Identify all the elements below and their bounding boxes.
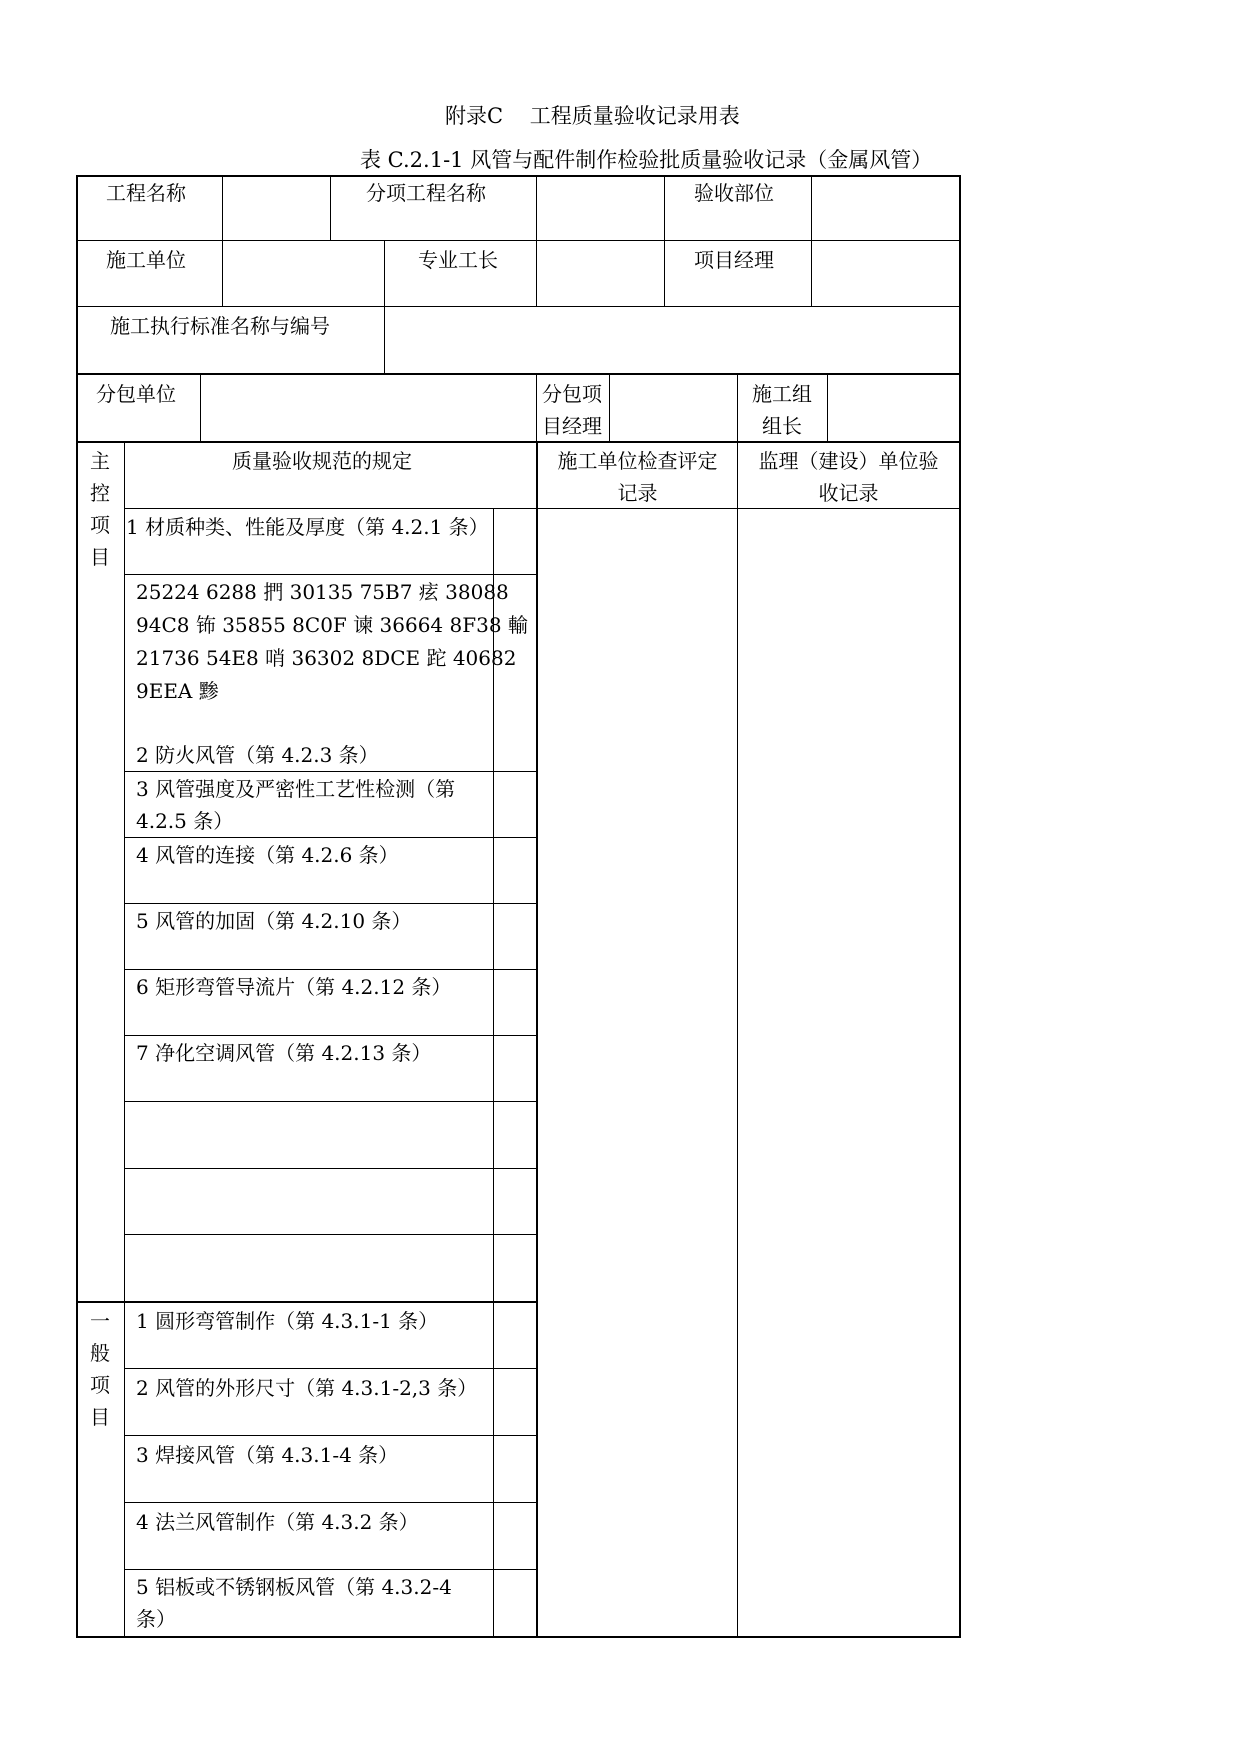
standard-name-no-field[interactable] (386, 308, 958, 372)
garbled-line-1: 25224 6288 捫 30135 75B7 痃 38088 (136, 580, 509, 604)
column-spec-header: 质量验收规范的规定 (232, 449, 412, 473)
main-item-2: 2 防火风管（第 4.2.3 条） (136, 743, 379, 767)
general-item-5-line2: 条） (136, 1607, 176, 1631)
acceptance-part-field[interactable] (813, 177, 958, 239)
garbled-line-4: 9EEA 黪 (136, 679, 219, 703)
main-item-4: 4 风管的连接（第 4.2.6 条） (136, 843, 399, 867)
label-subcontract-unit: 分包单位 (96, 382, 176, 406)
label-specialty-foreman: 专业工长 (418, 248, 498, 272)
main-item-7: 7 净化空调风管（第 4.2.13 条） (136, 1041, 432, 1065)
label-construction-unit: 施工单位 (106, 248, 186, 272)
general-label-char-1: 一 (90, 1309, 110, 1333)
general-item-3: 3 焊接风管（第 4.3.1-4 条） (136, 1443, 399, 1467)
label-team-leader-line1: 施工组 (752, 382, 812, 406)
general-label-char-3: 项 (90, 1373, 110, 1397)
specialty-foreman-field[interactable] (538, 242, 663, 305)
main-item-3-line1: 3 风管强度及严密性工艺性检测（第 (136, 777, 456, 801)
main-item-1: 1 材质种类、性能及厚度（第 4.2.1 条） (126, 515, 489, 539)
garbled-line-3: 21736 54E8 哨 36302 8DCE 跎 40682 (136, 646, 517, 670)
main-item-3-line2: 4.2.5 条） (136, 809, 234, 833)
label-project-manager: 项目经理 (694, 248, 774, 272)
column-supervise-header-line2: 收记录 (818, 481, 879, 505)
general-label-char-4: 目 (90, 1405, 110, 1429)
project-manager-field[interactable] (813, 242, 958, 305)
label-team-leader-line2: 组长 (762, 414, 802, 438)
team-leader-field[interactable] (829, 376, 958, 440)
label-sub-project-name: 分项工程名称 (366, 181, 486, 205)
column-check-header-line2: 记录 (617, 481, 658, 505)
label-standard-name-no: 施工执行标准名称与编号 (110, 314, 330, 338)
column-supervise-header-line1: 监理（建设）单位验 (758, 449, 939, 473)
general-item-5-line1: 5 铝板或不锈钢板风管（第 4.3.2-4 (136, 1575, 452, 1599)
label-project-name: 工程名称 (106, 181, 186, 205)
general-item-4: 4 法兰风管制作（第 4.3.2 条） (136, 1510, 419, 1534)
label-sub-pm-line2: 目经理 (542, 414, 602, 438)
construction-unit-field[interactable] (224, 242, 383, 305)
main-label-char-1: 主 (90, 449, 110, 473)
label-acceptance-part: 验收部位 (694, 181, 774, 205)
column-check-header-line1: 施工单位检查评定 (557, 449, 718, 473)
main-label-char-4: 目 (90, 545, 110, 569)
sub-project-name-field[interactable] (538, 177, 663, 239)
main-label-char-2: 控 (90, 481, 110, 505)
garbled-line-2: 94C8 钸 35855 8C0F 谏 36664 8F38 輸 (136, 613, 528, 637)
appendix-title: 附录C 工程质量验收记录用表 (445, 104, 740, 128)
main-item-5: 5 风管的加固（第 4.2.10 条） (136, 909, 412, 933)
main-item-6: 6 矩形弯管导流片（第 4.2.12 条） (136, 975, 452, 999)
subcontract-unit-field[interactable] (202, 376, 535, 440)
project-name-field[interactable] (224, 177, 329, 239)
supervision-acceptance-record-field[interactable] (739, 510, 958, 1635)
general-item-2: 2 风管的外形尺寸（第 4.3.1-2,3 条） (136, 1376, 478, 1400)
main-label-char-3: 项 (90, 513, 110, 537)
label-sub-pm-line1: 分包项 (542, 382, 602, 406)
table-title: 表 C.2.1-1 风管与配件制作检验批质量验收记录（金属风管） (360, 148, 933, 172)
construction-check-record-field[interactable] (539, 510, 736, 1635)
sub-pm-field[interactable] (611, 376, 736, 440)
general-item-1: 1 圆形弯管制作（第 4.3.1-1 条） (136, 1309, 439, 1333)
general-label-char-2: 般 (90, 1341, 110, 1365)
